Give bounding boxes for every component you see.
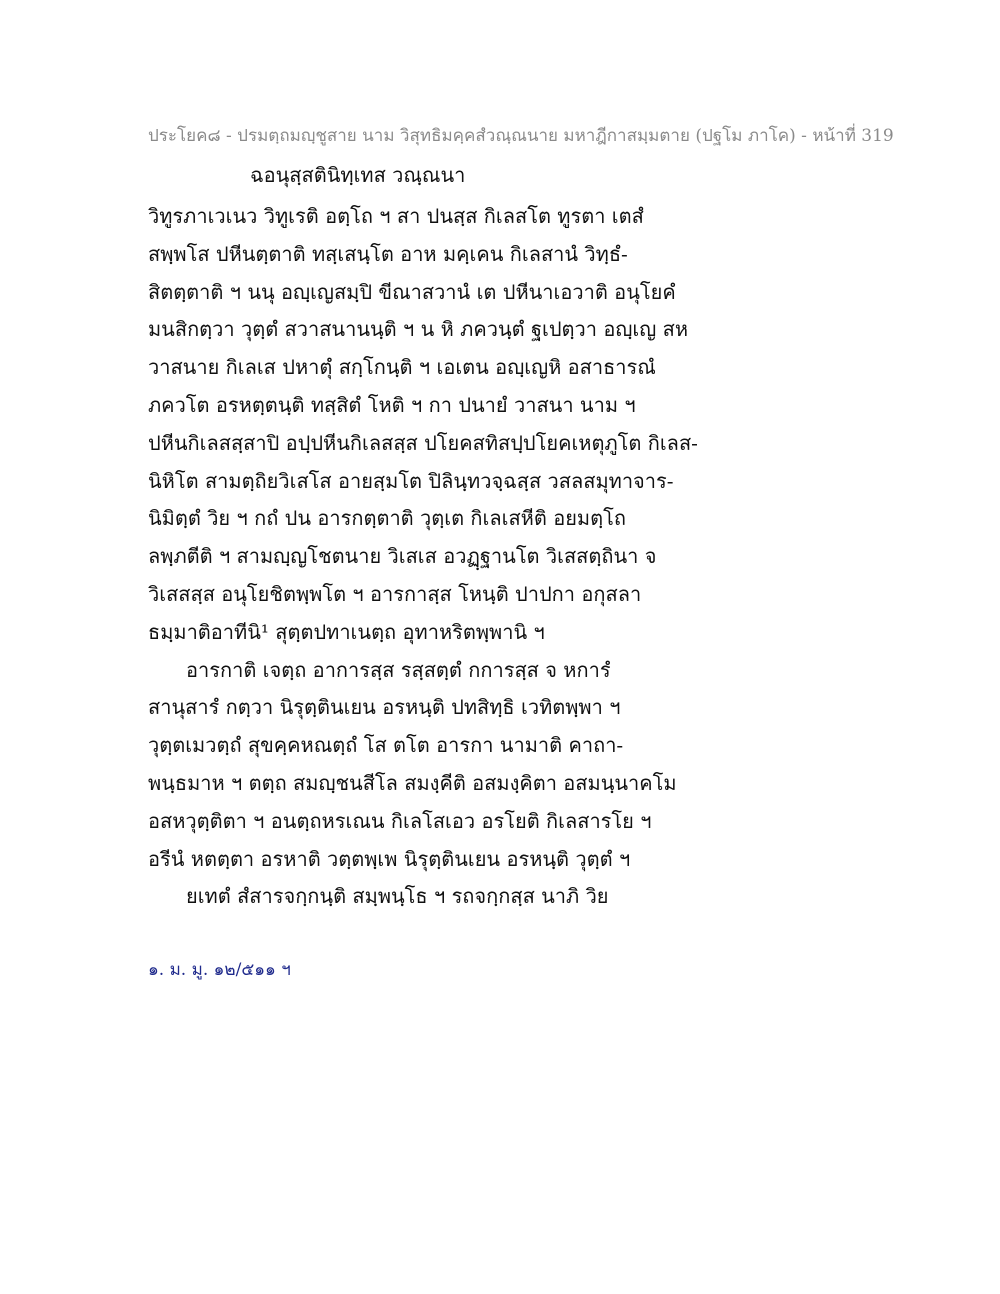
text-line: อรีนํ หตตฺตา อรหาติ วตฺตพฺเพ นิรุตฺตินเยน อรหนฺติ วุตฺตํ ฯ (148, 846, 631, 871)
paragraph-start-line: ยเทตํ สํสารจกฺกนฺติ สมฺพนฺโธ ฯ รถจกฺกสฺส นาภิ วิย (186, 884, 609, 909)
text-line: วิทูรภาเวเนว วิทูเรติ อตฺโถ ฯ สา ปนสฺส กิเลสโต ทูรตา เตสํ (148, 204, 644, 228)
text-line: ปหีนกิเลสสฺสาปิ อปฺปหีนกิเลสสฺส ปโยคสทิสปฺปโยคเหตุภูโต กิเลส- (148, 430, 698, 455)
text-line: ลพฺภตีติ ฯ สามญฺญโชตนาย วิเสเส อวฏฺฐานโต วิเสสตฺถินา จ (148, 544, 657, 569)
text-line: ภควโต อรหตฺตนฺติ ทสฺสิตํ โหติ ฯ กา ปนายํ วาสนา นาม ฯ (148, 392, 636, 417)
text-line: วิเสสสฺส อนุโยชิตพฺพโต ฯ อารกาสฺส โหนฺติ ปาปกา อกุสลา (148, 581, 642, 606)
body-text (148, 198, 868, 916)
text-line: สานุสารํ กตฺวา นิรุตฺตินเยน อรหนฺติ ปทสิทฺธิ เวทิตพฺพา ฯ (148, 695, 621, 720)
text-line: นิมิตฺตํ วิย ฯ กถํ ปน อารกตฺตาติ วุตฺเต กิเลเสหีติ อยมตฺโถ (148, 506, 626, 531)
text-line: มนสิกตฺวา วุตฺตํ สวาสนานนฺติ ฯ น หิ ภควนฺตํ ฐเปตฺวา อญฺเญ สห (148, 317, 689, 342)
text-line: สพฺพโส ปหีนตฺตาติ ทสฺเสนฺโต อาห มคฺเคน กิเลสานํ วิทฺธํ- (148, 241, 628, 266)
text-line: วุตฺตเมวตฺถํ สุขคฺคหณตฺถํ โส ตโต อารกา นามาติ คาถา- (148, 733, 624, 758)
section-title: ฉอนุสฺสตินิทฺเทส วณฺณนา (250, 163, 466, 187)
text-line: ธมฺมาติอาทีนิ¹ สุตฺตปทาเนตฺถ อุทาหริตพฺพานิ ฯ (148, 619, 545, 644)
text-line: นิหิโต สามตฺถิยวิเสโส อายสฺมโต ปิลินฺทวจฺฉสฺส วสลสมุทาจาร- (148, 468, 674, 493)
text-line: พนฺธมาห ฯ ตตฺถ สมญฺชนสีโล สมงฺคีติ อสมงฺคิตา อสมนฺนาคโม (148, 770, 677, 795)
footnote: ๑. ม. มู. ๑๒/๕๑๑ ฯ (148, 960, 291, 980)
text-line: วาสนาย กิเลเส ปหาตุํ สกฺโกนฺติ ฯ เอเตน อญฺเญหิ อสาธารณํ (148, 355, 656, 380)
paragraph-start-line: อารกาติ เจตฺถ อาการสฺส รสฺสตฺตํ กการสฺส จ หการํ (186, 657, 611, 682)
text-line: สิตตฺตาติ ฯ นนุ อญฺเญสมฺปิ ขีณาสวานํ เต ปหีนาเอวาติ อนุโยคํ (148, 279, 676, 304)
text-line: อสหวุตฺติตา ฯ อนตฺถหรเณน กิเลโสเอว อรโยติ กิเลสารโย ฯ (148, 808, 652, 833)
running-header: ประโยค๘ - ปรมตฺถมญฺชูสาย นาม วิสุทธิมคฺคสํวณฺณนาย มหาฎีกาสมฺมตาย (ปฐโม ภาโค) - หน้าที่ 319 (148, 126, 894, 146)
